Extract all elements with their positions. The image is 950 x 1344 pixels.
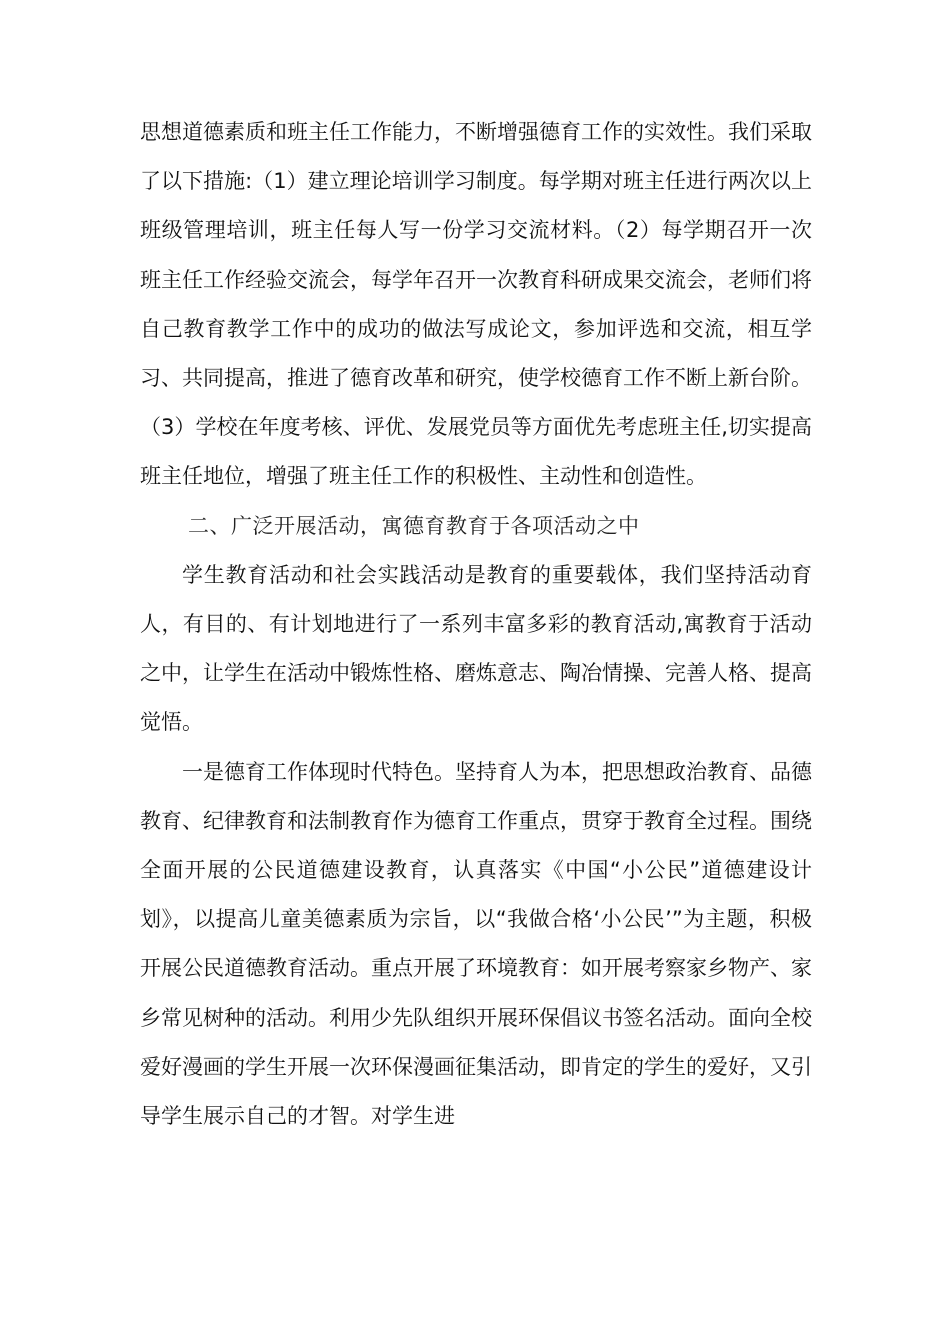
paragraph-class-teacher-measures: 思想道德素质和班主任工作能力，不断增强德育工作的实效性。我们采取了以下措施:（1）建立理论培训学习制度。每学期对班主任进行两次以上班级管理培训，班主任每人写一份学习交流材料。（2）每学期召开一次班主任工作经验交流会，每学年召开一次教育科研成果交流会，老师们将自己教育教学工作中的成功的做法写成论文，参加评选和交流，相互学习、共同提高，推进了德育改革和研究，使学校德育工作不断上新台阶。（3）学校在年度考核、评优、发展党员等方面优先考虑班主任,切实提高班主任地位，增强了班主任工作的积极性、主动性和创造性。: [140, 120, 812, 489]
paragraph-activity-education: 学生教育活动和社会实践活动是教育的重要载体，我们坚持活动育人，有目的、有计划地进行了一系列丰富多彩的教育活动,寓教育于活动之中，让学生在活动中锻炼性格、磨炼意志、陶冶情操、完善人格、提高觉悟。: [140, 562, 812, 735]
paragraph-moral-education-features: 一是德育工作体现时代特色。坚持育人为本，把思想政治教育、品德教育、纪律教育和法制教育作为德育工作重点，贯穿于教育全过程。围绕全面开展的公民道德建设教育，认真落实《中国“小公民”道德建设计划》，以提高儿童美德素质为宗旨，以“我做合格‘小公民’”为主题，积极开展公民道德教育活动。重点开展了环境教育：如开展考察家乡物产、家乡常见树种的活动。利用少先队组织开展环保倡议书签名活动。面向全校爱好漫画的学生开展一次环保漫画征集活动，即肯定的学生的爱好，又引导学生展示自己的才智。对学生进: [140, 759, 812, 1129]
document-body: [140, 108, 812, 1141]
section-heading-activities: 二、广泛开展活动，寓德育教育于各项活动之中: [188, 513, 640, 538]
